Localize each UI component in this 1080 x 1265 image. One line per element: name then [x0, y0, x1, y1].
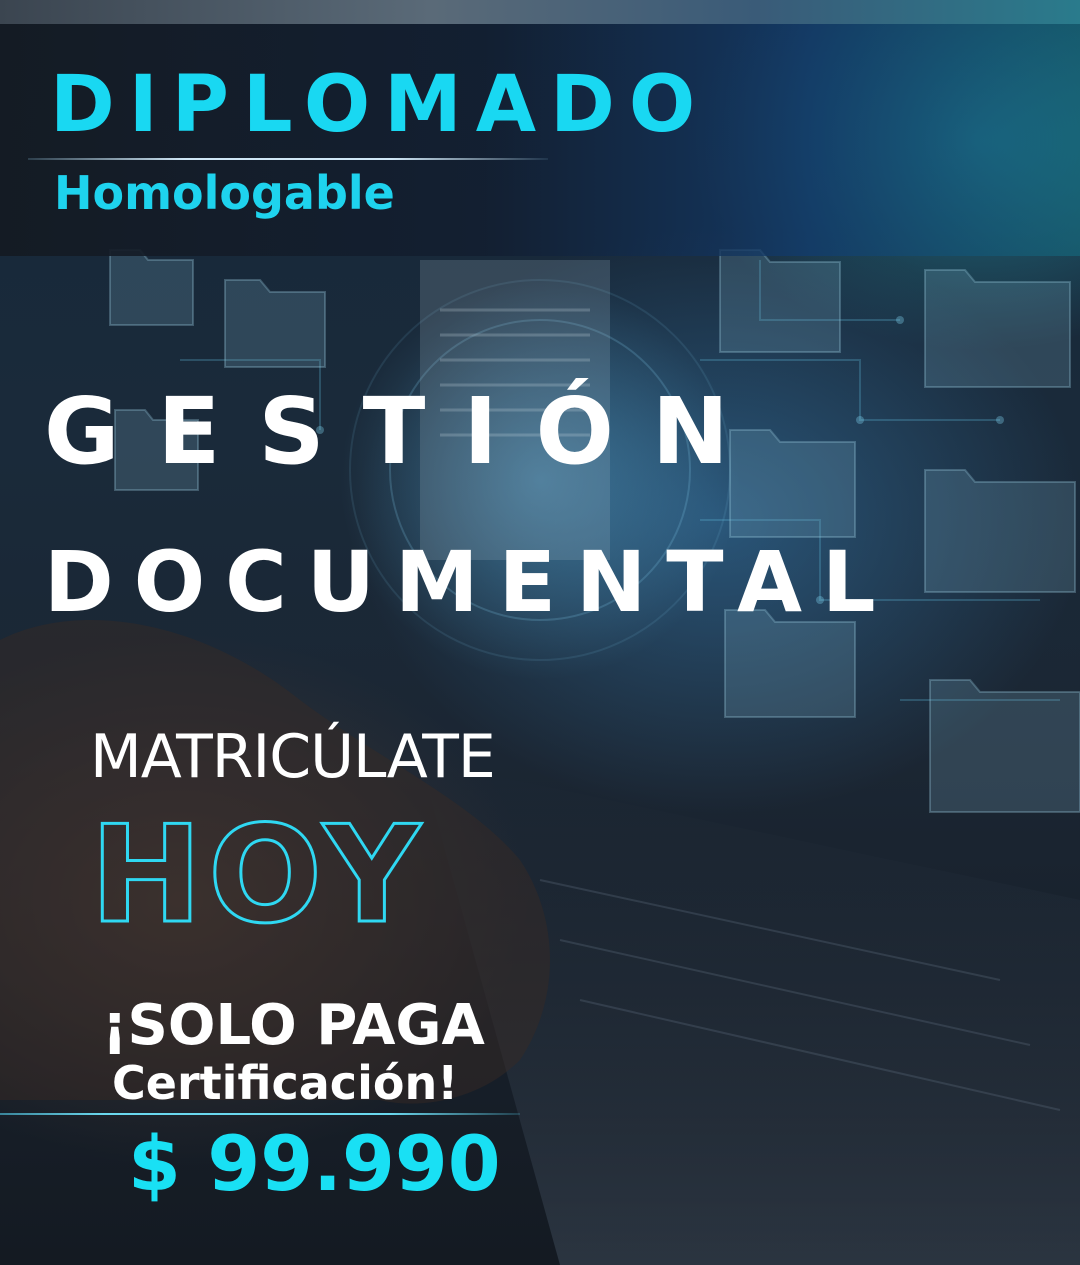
course-title-line-2: DOCUMENTAL	[44, 533, 896, 631]
offer-line-1: ¡SOLO PAGA	[102, 993, 485, 1058]
course-title-line-1: GESTIÓN	[44, 378, 767, 485]
enroll-text: MATRICÚLATE	[90, 722, 495, 792]
homologable-subtitle: Homologable	[54, 166, 395, 220]
diplomado-title: DIPLOMADO	[50, 60, 710, 150]
offer-line-2: Certificación!	[112, 1056, 459, 1110]
today-outline-text: HOY	[90, 797, 427, 953]
header-divider	[28, 158, 548, 160]
price-divider	[0, 1113, 520, 1115]
price-text: $ 99.990	[128, 1119, 501, 1208]
